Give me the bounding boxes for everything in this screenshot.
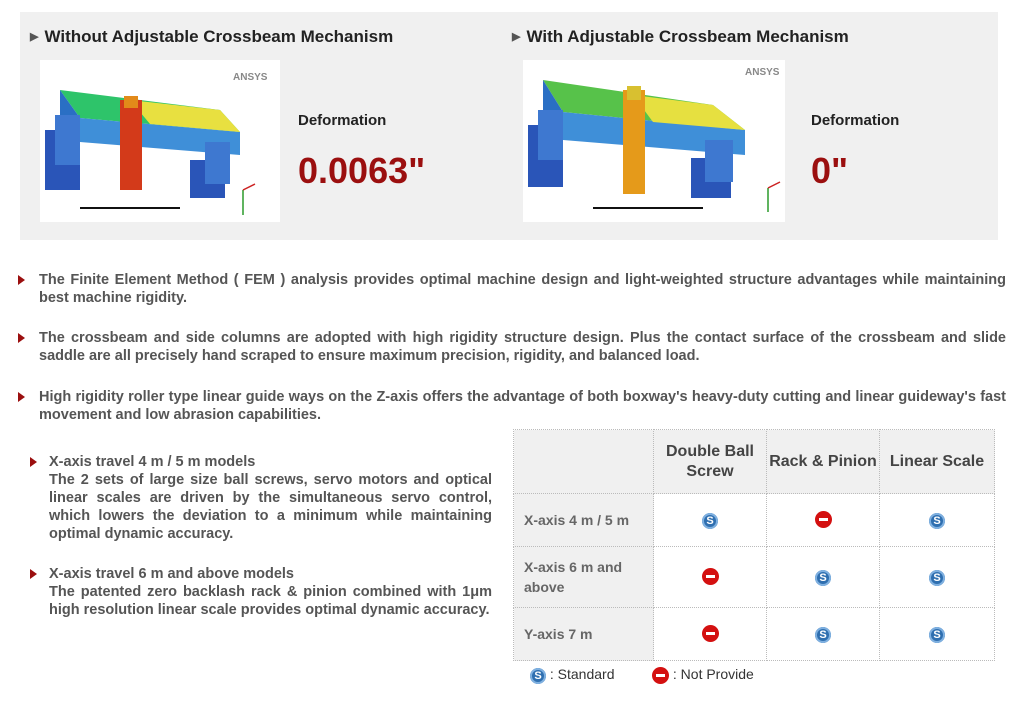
left-title: ▶ Without Adjustable Crossbeam Mechanism (30, 27, 394, 46)
right-title: ▶ With Adjustable Crossbeam Mechanism (512, 27, 849, 46)
standard-icon: S (929, 570, 945, 586)
legend-not-provide: : Not Provide (652, 666, 754, 684)
standard-icon: S (815, 570, 831, 586)
table-row (514, 547, 995, 608)
triangle-bullet-icon: ▶ (30, 31, 39, 43)
fem-image-without (40, 60, 280, 222)
red-arrow-icon (18, 275, 25, 285)
red-arrow-icon (18, 392, 25, 402)
sub-item-heading: X-axis travel 4 m / 5 m models (49, 454, 256, 470)
ansys-logo: ANSYS (745, 67, 780, 78)
deformation-label-left: Deformation (298, 112, 387, 129)
standard-icon: S (815, 627, 831, 643)
standard-icon: S (530, 668, 546, 684)
row-label: X-axis 4 m / 5 m (514, 494, 654, 547)
deformation-value-right: 0" (811, 150, 849, 191)
standard-icon: S (929, 513, 945, 529)
bullet-crossbeam: The crossbeam and side columns are adopted with high rigidity structure design. Plus the contact surface of the crossbeam and slide saddle are all precisely hand scraped to ensure maximum precision, rigidity, and balanced load. (18, 329, 1006, 365)
legend-standard: S : Standard (530, 666, 615, 684)
not-provide-icon (702, 625, 719, 642)
deformation-label-right: Deformation (811, 112, 900, 129)
red-arrow-icon (30, 457, 37, 467)
not-provide-icon (652, 667, 669, 684)
table-header-row (514, 430, 995, 494)
not-provide-icon (815, 511, 832, 528)
bullet-guideways: High rigidity roller type linear guide ways on the Z-axis offers the advantage of both boxway's heavy-duty cutting and linear guideway's fast movement and low abrasion capabilities. (18, 388, 1006, 424)
bullet-fem: The Finite Element Method ( FEM ) analysis provides optimal machine design and light-weighted structure advantages while maintaining best machine rigidity. (18, 271, 1006, 307)
column-header-linear-scale: Linear Scale (880, 430, 995, 494)
standard-icon: S (702, 513, 718, 529)
triangle-bullet-icon: ▶ (512, 31, 521, 43)
table-corner-cell (514, 430, 654, 494)
table-row (514, 608, 995, 661)
sub-item-body: The patented zero backlash rack & pinion combined with 1μm high resolution linear scale provides optimal dynamic accuracy. (49, 584, 492, 618)
sub-item-x-4-5 (30, 453, 492, 543)
row-label: Y-axis 7 m (514, 608, 654, 661)
sub-item-body: The 2 sets of large size ball screws, servo motors and optical linear scales are driven by the simultaneous servo control, which lowers the deviation to a minimum while maintaining optimal dynamic accuracy. (49, 472, 492, 542)
fem-image-with (523, 60, 780, 222)
sub-item-heading: X-axis travel 6 m and above models (49, 566, 294, 582)
deformation-value-left: 0.0063" (298, 150, 426, 191)
column-header-rack-pinion: Rack & Pinion (767, 430, 880, 494)
drive-comparison-table (513, 429, 995, 661)
red-arrow-icon (30, 569, 37, 579)
row-label: X-axis 6 m and above (514, 547, 654, 608)
ansys-logo: ANSYS (233, 72, 268, 83)
column-header-ball-screw: Double Ball Screw (654, 430, 767, 494)
table-row (514, 494, 995, 547)
sub-item-x-6 (30, 565, 492, 619)
not-provide-icon (702, 568, 719, 585)
red-arrow-icon (18, 333, 25, 343)
standard-icon: S (929, 627, 945, 643)
